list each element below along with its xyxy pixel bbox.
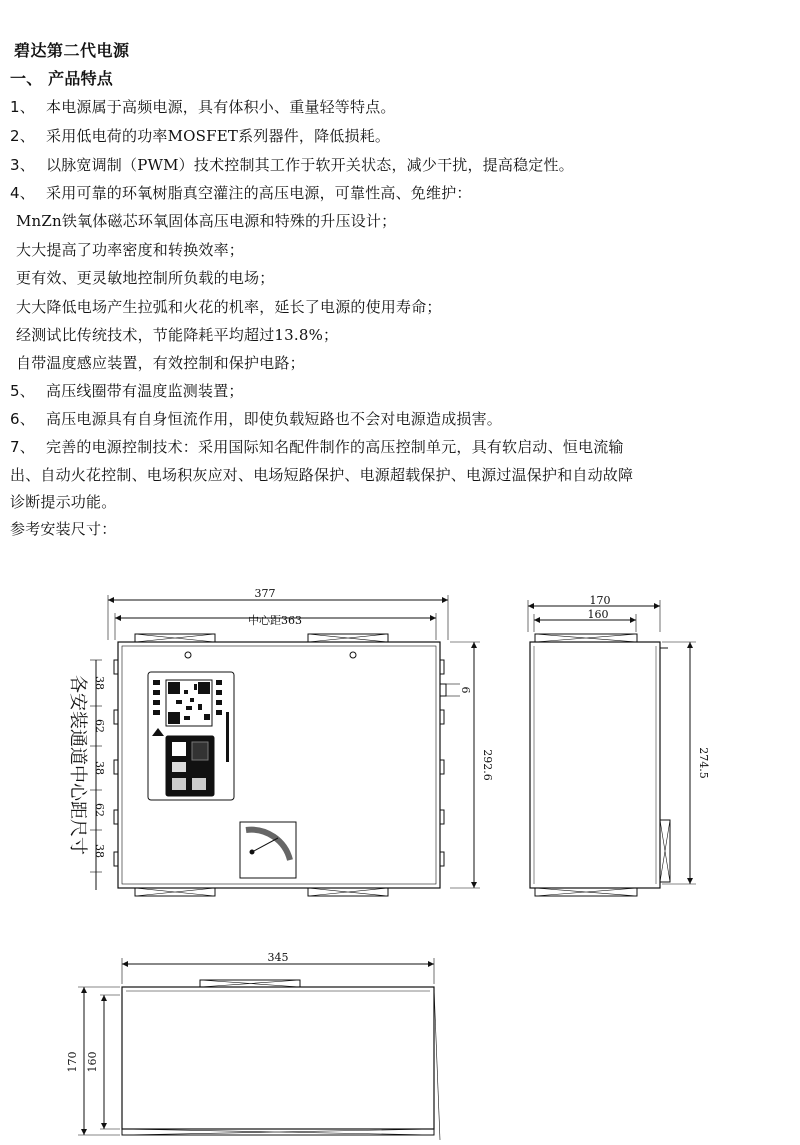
sub-point-2: 大大提高了功率密度和转换效率；	[16, 241, 245, 259]
feature-7: 7、 完善的电源控制技术：采用国际知名配件制作的高压控制单元，具有软启动、恒电流输	[10, 438, 624, 456]
dim-bottom-inner: 160	[86, 1051, 99, 1073]
side-label: 各安装通道中心距尺寸	[67, 675, 88, 855]
sub-point-1: MnZn铁氧体磁芯环氧固体高压电源和特殊的升压设计；	[16, 212, 397, 230]
sub-point-5: 经测试比传统技术，节能降耗平均超过13.8%；	[16, 326, 339, 344]
dim-spacing-1: 38	[93, 676, 106, 690]
front-view	[114, 634, 446, 896]
dim-front-width: 377	[254, 587, 276, 600]
doc-title: 碧达第二代电源	[14, 41, 130, 60]
dim-spacing-3: 38	[93, 761, 106, 775]
feature-4: 4、 采用可靠的环氧树脂真空灌注的高压电源，可靠性高、免维护：	[10, 184, 472, 202]
dim-side-height: 274.5	[697, 747, 710, 779]
side-view	[530, 634, 670, 896]
section-heading: 一、 产品特点	[10, 69, 113, 88]
dimension-labels	[66, 587, 710, 1073]
dim-small: 6	[459, 686, 472, 694]
dim-spacing-5: 38	[93, 844, 106, 858]
feature-6: 6、 高压电源具有自身恒流作用，即使负载短路也不会对电源造成损害。	[10, 410, 503, 428]
feature-7-cont-2: 诊断提示功能。	[10, 493, 117, 511]
dim-bottom-width: 345	[267, 951, 289, 964]
sub-point-6: 自带温度感应装置，有效控制和保护电路；	[16, 354, 305, 372]
feature-7-cont-1: 出、自动火花控制、电场积灰应对、电场短路保护、电源超载保护、电源过温保护和自动故障	[10, 466, 634, 484]
dim-side-outer: 170	[589, 594, 611, 607]
dim-spacing-2: 62	[93, 719, 106, 733]
feature-1: 1、 本电源属于高频电源，具有体积小、重量轻等特点。	[10, 98, 396, 116]
install-heading: 参考安装尺寸：	[10, 520, 117, 538]
sub-point-3: 更有效、更灵敏地控制所负载的电场；	[16, 269, 275, 287]
dim-center-distance: 中心距363	[248, 614, 302, 627]
dim-spacing-4: 62	[93, 803, 106, 817]
feature-3: 3、 以脉宽调制（PWM）技术控制其工作于软开关状态，减少干扰，提高稳定性。	[10, 156, 574, 174]
dim-bottom-outer: 170	[66, 1051, 79, 1073]
dim-front-height: 292.6	[481, 749, 494, 781]
bottom-dims	[78, 958, 434, 1135]
feature-2: 2、 采用低电荷的功率MOSFET系列器件，降低损耗。	[10, 127, 391, 145]
bottom-view	[122, 980, 440, 1140]
feature-5: 5、 高压线圈带有温度监测装置；	[10, 382, 244, 400]
sub-point-4: 大大降低电场产生拉弧和火花的机率，延长了电源的使用寿命；	[16, 298, 442, 316]
dim-side-inner: 160	[587, 608, 609, 621]
